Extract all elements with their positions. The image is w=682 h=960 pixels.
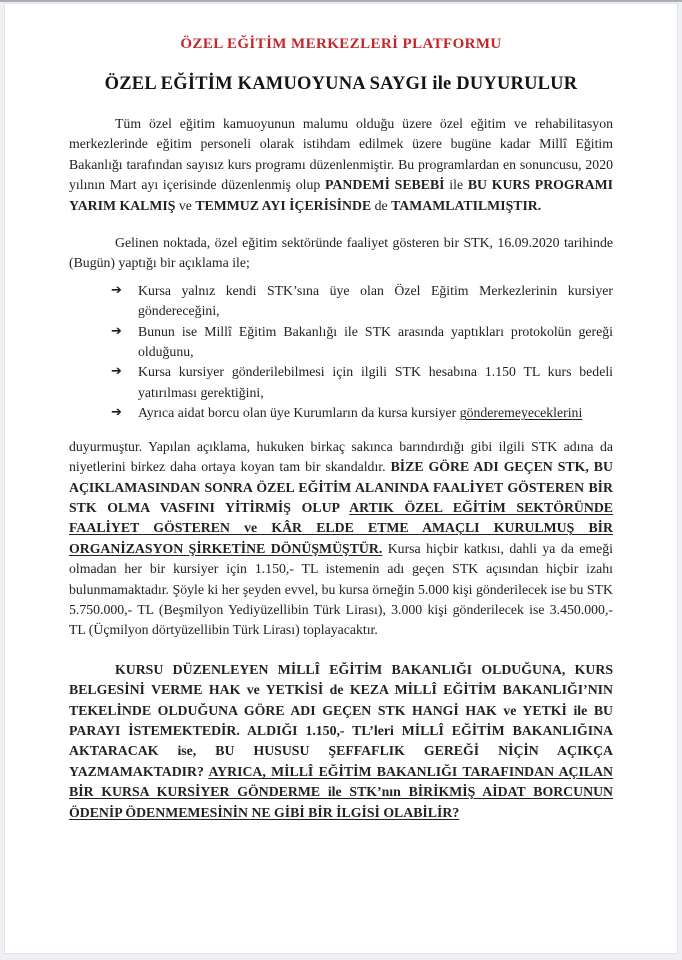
paragraph-announcement-lead: Gelinen noktada, özel eğitim sektöründe faaliyet gösteren bir STK, 16.09.2020 tarihinde (Bugün) yaptığı bir açıklama ile; [69,235,613,271]
paragraph-intro [69,114,613,216]
text-segment: ile [444,177,468,193]
text-segment-bold-underlined: ARTIK ÖZEL EĞİTİM SEKTÖRÜNDE FAALİYET GÖSTEREN ve KÂR ELDE ETME AMAÇLI KURULMUŞ BİR ORGANİZASYON ŞİRKETİNE DÖNÜŞMÜŞTÜR. [69,499,613,556]
text-segment-bold: KURSU DÜZENLEYEN MİLLÎ EĞİTİM BAKANLIĞI OLDUĞUNA, KURS BELGESİNİ VERME HAK ve YETKİSİ de KEZA MİLLÎ EĞİTİM BAKANLIĞI’NIN TEKELİNDE OLDUĞUNA GÖRE ADI GEÇEN STK HANGİ HAK ve YETKİ ile BU PARAYI İSTEMEKTEDİR. ALDIĞI 1.150,- TL’leri MİLLÎ EĞİTİM BAKANLIĞINA AKTARACAK ise, BU HUSUSU ŞEFFAFLIK GEREĞİ NİÇİN AÇIKÇA YAZMAMAKTADIR? [69,661,613,779]
arrow-bullet-icon: ➔ [111,405,122,421]
list-item [111,322,613,363]
document-headline: ÖZEL EĞİTİM KAMUOYUNA SAYGI ile DUYURULUR [104,74,578,94]
text-segment-underlined: gönderemeyeceklerini [459,405,583,421]
list-item-text [138,403,613,423]
text-segment: de [371,197,392,213]
document-page [4,3,678,954]
text-segment-bold: BU KURS PROGRAMI YARIM KALMIŞ [69,177,613,213]
text-segment: Ayrıca aidat borcu olan üye Kurumların da kursa kursiyer [138,405,460,421]
list-item [111,403,613,423]
text-segment-bold: PANDEMİ SEBEBİ [325,177,445,193]
text-segment-bold-underlined: AYRICA, MİLLÎ EĞİTİM BAKANLIĞI TARAFINDAN AÇILAN BİR KURSA KURSİYER GÖNDERME ile STK’nın BİRİKMİŞ AİDAT BORCUNUN ÖDENİP ÖDENMEMESİNİN NE GİBİ BİR İLGİSİ OLABİLİR? [69,763,614,820]
arrow-bullet-icon: ➔ [111,323,122,339]
platform-title: ÖZEL EĞİTİM MERKEZLERİ PLATFORMU [180,36,502,52]
text-segment: ve [175,197,196,213]
list-item-text: Bunun ise Millî Eğitim Bakanlığı ile STK arasında yaptıkları protokolün gereği olduğunu, [138,323,613,360]
list-item [111,362,613,403]
paragraph-commentary [69,437,613,641]
text-segment: Tüm özel eğitim kamuoyunun malumu olduğu üzere özel eğitim ve rehabilitasyon merkezlerinde eğitim personeli olarak istihdam edilmek üzere bugüne kadar Millî Eğitim Bakanlığı tarafından sayısız kurs programı düzenlenmiştir. Bu programlardan en sonuncusu, 2020 yılının Mart ayı içerisinde düzenlenmiş olup [69,116,613,193]
list-item [111,281,613,322]
text-segment-bold: TEMMUZ AYI İÇERİSİNDE [195,197,372,213]
text-segment: duyurmuştur. Yapılan açıklama, hukuken birkaç sakınca barındırdığı gibi ilgili STK adına da niyetlerini birkez daha ortaya koyan tam bir skandaldır. [69,438,613,475]
text-segment: Kursa hiçbir katkısı, dahli ya da emeği olmadan her bir kursiyer için 1.150,- TL istemenin adı geçen STK açısından hiçbir izahı bulunmamaktadır. Şöyle ki her şeyden evvel, bu kursa örneğin 5.000 kişi gönderilecek ise bu STK 5.750.000,- TL (Beşmilyon Yediyüzellibin Türk Lirası), 3.000 kişi gönderilecek ise 3.450.000,- TL (Üçmilyon dörtyüzellibin Türk Lirası) toplayacaktır. [69,540,613,638]
list-item-text: Kursa yalnız kendi STK’sına üye olan Özel Eğitim Merkezlerinin kursiyer göndereceğini, [138,282,613,319]
arrow-bullet-icon: ➔ [111,364,122,380]
list-item-text: Kursa kursiyer gönderilebilmesi için ilgili STK hesabına 1.150 TL kurs bedeli yatırılması gerektiğini, [138,364,613,400]
arrow-bullet-icon: ➔ [111,282,122,298]
paragraph-questions [69,660,613,823]
text-segment-bold: TAMAMLATILMIŞTIR. [391,197,542,213]
claims-list [69,281,613,424]
text-segment-bold: BİZE GÖRE ADI GEÇEN STK, BU AÇIKLAMASINDAN SONRA ÖZEL EĞİTİM ALANINDA FAALİYET GÖSTEREN BİR STK OLMA VASFINI YİTİRMİŞ OLUP [69,459,613,515]
